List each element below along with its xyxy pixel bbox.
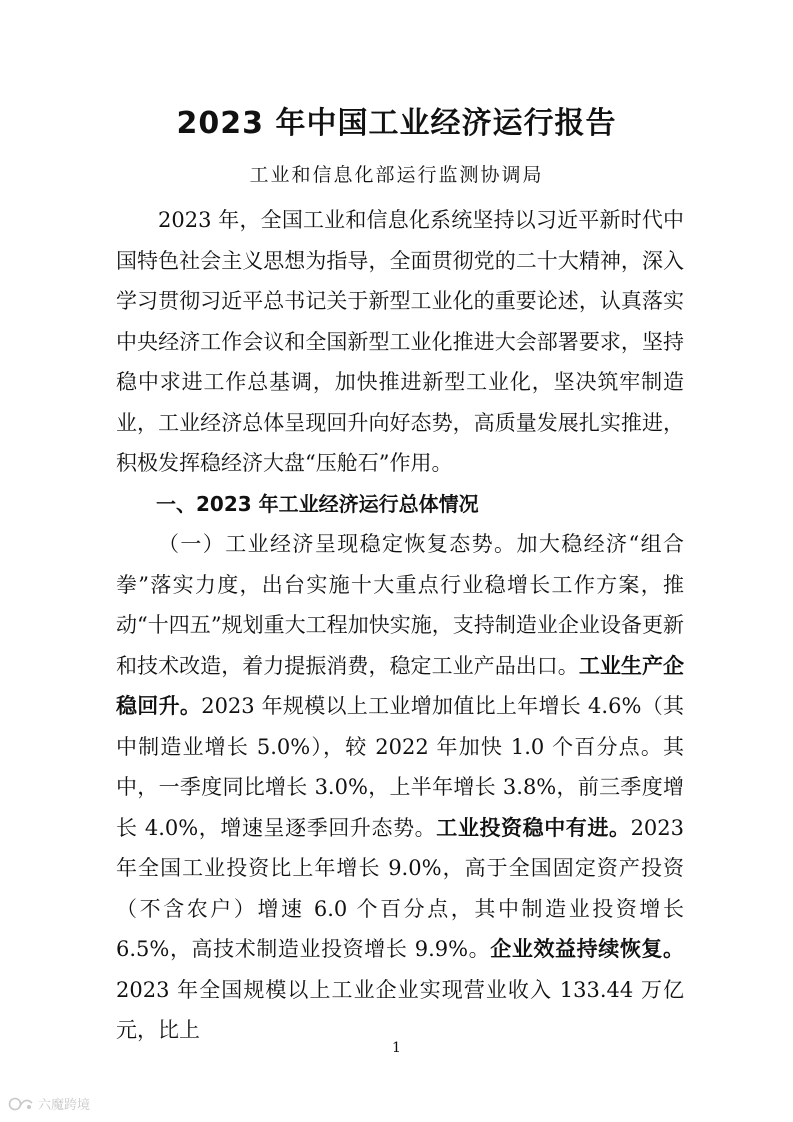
document-title: 2023 年中国工业经济运行报告 (176, 106, 617, 141)
industrial-economy-paragraph (116, 524, 684, 1051)
paragraph-text: 2023 年规模以上工业增加值比上年增长 4.6%（其中制造业增长 5.0%），较 2022 年加快 1.0 个百分点。其中，一季度同比增长 3.0%，上半年增长 3.8%，前三季度增长 4.0%，增速呈逐季回升态势。 (116, 694, 685, 840)
paragraph-text: 2023 年全国规模以上工业企业实现营业收入 133.44 万亿元，比上 (116, 977, 684, 1042)
section-heading: 一、2023 年工业经济运行总体情况 (156, 491, 479, 516)
watermark-text: 六魔跨境 (38, 1098, 91, 1113)
watermark (8, 1094, 90, 1113)
page-number: 1 (392, 1040, 401, 1056)
paragraph-text: （一）工业经济呈现稳定恢复态势。加大稳经济“组合拳”落实力度，出台实施十大重点行业稳增长工作方案，推动“十四五”规划重大工程加快实施，支持制造业企业设备更新和技术改造，着力提振消费，稳定工业产品出口。 (116, 532, 684, 678)
bold-phrase-investment: 工业投资稳中有进。 (436, 815, 631, 840)
intro-paragraph: 2023 年，全国工业和信息化系统坚持以习近平新时代中国特色社会主义思想为指导，全面贯彻党的二十大精神，深入学习贯彻习近平总书记关于新型工业化的重要论述，认真落实中央经济工作会议和全国新型工业化推进大会部署要求，坚持稳中求进工作总基调，加快推进新型工业化，坚决筑牢制造业，工业经济总体呈现回升向好态势，高质量发展扎实推进，积极发挥稳经济大盘“压舱石”作用。 (116, 208, 684, 475)
bold-phrase-production: 工业生产企稳回升。 (116, 653, 685, 718)
paragraph-text: 2023 年全国工业投资比上年增长 9.0%，高于全国固定资产投资（不含农户）增速 6.0 个百分点，其中制造业投资增长 6.5%，高技术制造业投资增长 9.9%。 (116, 815, 685, 961)
document-subtitle: 工业和信息化部运行监测协调局 (249, 164, 544, 186)
bold-phrase-profit: 企业效益持续恢复。 (490, 937, 684, 961)
logo-icon (8, 1095, 34, 1113)
document-body (116, 200, 684, 1051)
